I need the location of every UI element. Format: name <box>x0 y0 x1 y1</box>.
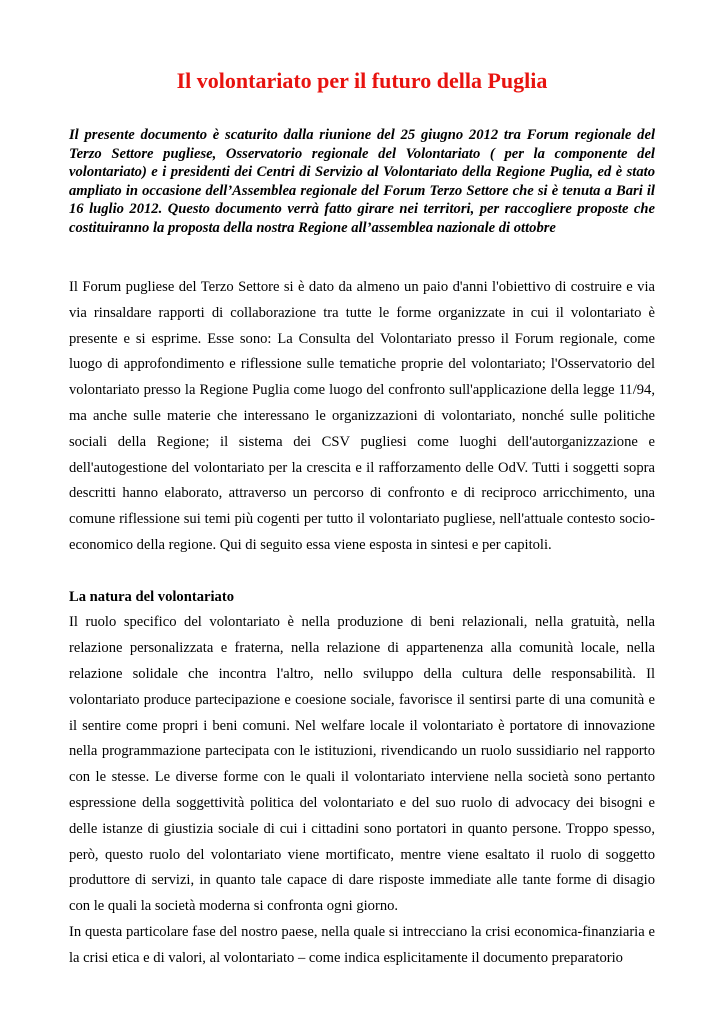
section-heading: La natura del volontariato <box>69 588 234 605</box>
document-body <box>69 275 655 972</box>
intro-paragraph: Il presente documento è scaturito dalla riunione del 25 giugno 2012 tra Forum regionale del Terzo Settore pugliese, Osservatorio regionale del Volontariato ( per la componente del volontariato) e i presidenti dei Centri di Servizio al Volontariato della Regione Puglia, ed è stato ampliato in occasione dell’Assemblea regionale del Forum Terzo Settore che si è tenuta a Bari il 16 luglio 2012. Questo documento verrà fatto girare nei territori, per raccogliere proposte che costituiranno la proposta della nostra Regione all’assemblea nazionale di ottobre <box>69 127 655 236</box>
document-title: Il volontariato per il futuro della Puglia <box>176 68 548 93</box>
body-paragraph-2: Il ruolo specifico del volontariato è nella produzione di beni relazionali, nella gratuità, nella relazione personalizzata e fraterna, nella relazione di appartenenza alla comunità locale, nella relazione solidale che incontra l'altro, nello sviluppo della cultura delle responsabilità. Il volontariato produce partecipazione e coesione sociale, favorisce il sentirsi parte di una comunità e il sentire come propri i beni comuni. Nel welfare locale il volontariato è portatore di innovazione nella programmazione partecipata con le istituzioni, rivendicando un ruolo sussidiario nel rapporto con le stesse. Le diverse forme con le quali il volontariato interviene nella società sono pertanto espressione della soggettività politica del volontariato e del suo ruolo di advocacy dei bisogni e delle istanze di giustizia sociale di cui i cittadini sono portatori in quanto persone. Troppo spesso, però, questo ruolo del volontariato viene mortificato, mentre viene esaltato il ruolo di soggetto produttore di servizi, in quanto tale capace di dare risposte immediate alle tante forme di disagio con le quali la società moderna si confronta ogni giorno. <box>69 614 655 915</box>
body-paragraph-1: Il Forum pugliese del Terzo Settore si è dato da almeno un paio d'anni l'obiettivo di costruire e via via rinsaldare rapporti di collaborazione tra tutte le forme organizzate in cui il volontariato è presente e si esprime. Esse sono: La Consulta del Volontariato presso il Forum regionale, come luogo di approfondimento e riflessione sulle tematiche proprie del volontariato; l'Osservatorio del volontariato presso la Regione Puglia come luogo del confronto sull'applicazione della legge 11/94, ma anche sulle materie che interessano le organizzazioni di volontariato, nonché sulle politiche sociali della Regione; il sistema dei CSV pugliesi come luoghi dell'autorganizzazione e dell'autogestione del volontariato per la crescita e il rafforzamento delle OdV. Tutti i soggetti sopra descritti hanno elaborato, attraverso un percorso di confronto e di reciproco arricchimento, una comune riflessione sui temi più cogenti per tutto il volontariato pugliese, nell'attuale contesto socio-economico della regione. Qui di seguito essa viene esposta in sintesi e per capitoli. <box>69 279 655 553</box>
body-paragraph-3: In questa particolare fase del nostro paese, nella quale si intrecciano la crisi economica-finanziaria e la crisi etica e di valori, al volontariato – come indica esplicitamente il documento preparatorio <box>69 923 655 966</box>
